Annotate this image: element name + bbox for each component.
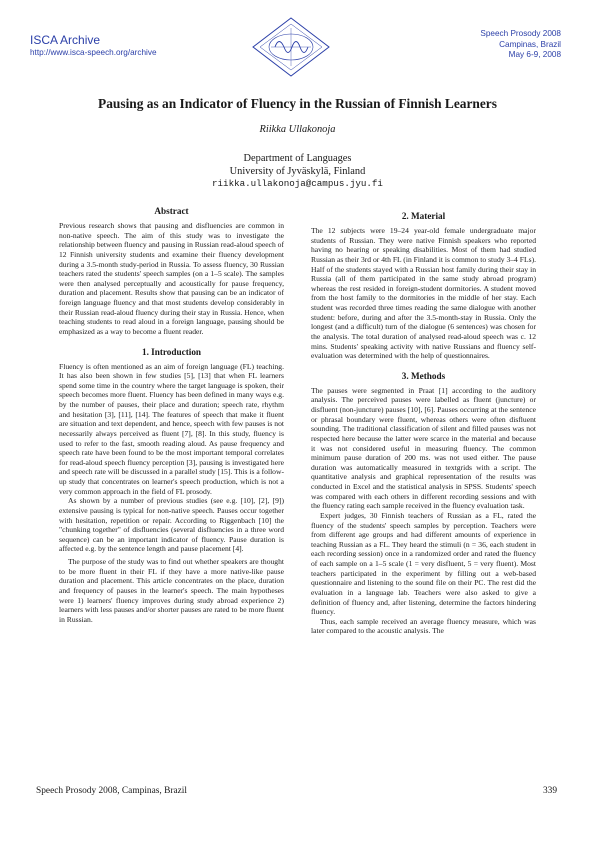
introduction-paragraph-3: The purpose of the study was to find out whether speakers are thought to be more fluent in their FL if they have a more native-like pause duration and placement. This article concentrates on the place, duration and frequency of pauses in the learner's speech. The main hypotheses were 1) learners' fluency improves during study abroad experience 2) learners with less pauses and/or shorter pauses are rated to be more fluent in Russian.	[59, 557, 284, 624]
conference-place: Campinas, Brazil	[499, 39, 561, 49]
department: Department of Languages	[243, 153, 352, 164]
left-column	[59, 205, 284, 624]
material-text: The 12 subjects were 19–24 year-old female undergraduate major students of Russian. They were native Finnish speakers who reported having no hearing or speaking disabilities. Most of them had studied Russian as their 3rd or 4th FL (in Finland it is common to study 3–4 FLs). Half of the students stayed with a Russian host family during their stay in Russia (all of them participated in the same study abroad program) whereas the rest resided in foreign-student dormitories. A student moved from the host family to the dormitories in the middle of her stay. Each student was recorded three times reading the same dialogue with another student: before, during and after the 3.5-month-stay in Russia. Only the longest (and a difficult) turn of the dialogue (6 sentences) was chosen for the analysis. The total duration of analysed read-aloud speech was c. 12 mins. Students' speaking activity with native Russians and fluency self-evaluation was determined with the help of questionnaires.	[311, 226, 536, 361]
affiliation	[20, 152, 575, 189]
archive-title: ISCA Archive	[30, 33, 101, 47]
material-heading: 2. Material	[401, 211, 446, 221]
page-number: 339	[542, 786, 557, 796]
university: University of Jyväskylä, Finland	[229, 166, 366, 177]
archive-header	[30, 33, 157, 59]
author-email[interactable]: riikka.ullakonoja@campus.jyu.fi	[212, 178, 383, 189]
methods-paragraph-1: The pauses were segmented in Praat [1] according to the auditory analysis. The perceived pauses were labelled as fluent (juncture) or disfluent (non-juncture) pauses [10], [6]. Pauses occurring at the sentence or phrasal boundary were fluent, whereas others were often disfluent sounding. The traditional classification of silent and filled pauses was not respected here because the latter were scarce in the material and because it was not considered useful in measuring fluency. The common minimum pause duration of 200 ms. was not used either. The pause duration was automatically measured in textgrids with a script. The quantitative analysis and graphical representation of the results was conducted in Excel and the statistical analysis in SPSS. Students' speech was compared with each others in different recording sessions and with the fluency rating each sample received in the fluency evaluation task.	[311, 385, 536, 511]
conference-dates: May 6-9, 2008	[508, 50, 561, 60]
paper-title: Pausing as an Indicator of Fluency in the Russian of Finnish Learners	[98, 96, 497, 111]
right-column	[311, 210, 536, 636]
abstract-text: Previous research shows that pausing and disfluencies are common in non-native speech. The aim of this study was to investigate the relationship between fluency and pausing in Russian read-aloud speech of 12 Finnish university students and examine their fluency development during a 3.5-month study-period in Russia. To assess fluency, 30 Russian teachers rated the students' speech samples (on a 1–5 scale). The samples were then analysed perceptually and acoustically for pause frequency, duration and placement. Results show that pausing can be an indicator of foreign language fluency and that most students develop considerably in their Russian read-aloud fluency during their stay in Russia. Hence, when teaching students to read aloud in a foreign language, pausing should be emphasized as a way to become a fluent reader.	[59, 221, 285, 336]
isca-logo-icon	[251, 16, 331, 78]
conference-header	[441, 29, 561, 61]
archive-url[interactable]: http://www.isca-speech.org/archive	[30, 48, 157, 57]
footer-conference: Speech Prosody 2008, Campinas, Brazil	[36, 786, 188, 796]
methods-heading: 3. Methods	[401, 370, 446, 381]
abstract-heading: Abstract	[154, 206, 189, 216]
methods-paragraph-3: Thus, each sample received an average fluency measure, which was later compared to the acoustic analysis. The	[311, 616, 536, 636]
conference-name: Speech Prosody 2008	[480, 29, 561, 38]
introduction-heading: 1. Introduction	[141, 346, 202, 357]
introduction-paragraph-1: Fluency is often mentioned as an aim of foreign language (FL) teaching. It has also been shown in few studies [5], [13] that when FL learners spend some time in the country where the target language is spoken, their speech becomes more fluent. Fluency has been defined in many ways e.g. by the number of pauses, their place and duration; speech rate, rhythm and hesitation [3], [11], [14]. The features of speech that make it fluent are situation and text dependent, and hence, speech with few pauses is not necessarily always perceived as fluent [7], [8]. In this study, fluency is used to refer to the fast, smooth reading aloud. As pause frequency and speech rate have been found to be the most important temporal correlates for read-aloud speech fluency perception [3], pausing is investigated here and speech rate will be discussed in a parallel study [15]. This is a follow-up study that concentrates on learner's speech production, which is not a very common approach in the field of FL prosody.	[59, 361, 284, 496]
paper-author: Riikka Ullakonoja	[259, 124, 336, 135]
introduction-paragraph-2: As shown by a number of previous studies (see e.g. [10], [2], [9]) extensive pausing is typical for non-native speech. Pauses occur together with hesitation, repetition or repair. According to Riggenbach [10] the "chunking together" of disfluencies (several disfluencies in a three word sequence) can be an important indicator of fluency. Pause duration is affected e.g. by the sentence length and pause placement [4].	[59, 496, 284, 554]
methods-paragraph-2: Expert judges, 30 Finnish teachers of Russian as a FL, rated the fluency of the students' speech samples by perception. Teachers were from different age groups and had different amounts of experience in teaching Russian as a FL. They heard the stimuli (n = 36, each student in each recording session) once in a randomized order and rated the fluency of each sample on a 1–5 scale (1 = very disfluent, 5 = very fluent). Most teachers participated in the experiment by filling out a web-based questionnaire and listening to the sound file on their PC. The rest did the evaluation in a language lab. Teachers were also asked to give a definition of fluency and, after listening, determine the factors hindering fluency.	[311, 510, 536, 617]
